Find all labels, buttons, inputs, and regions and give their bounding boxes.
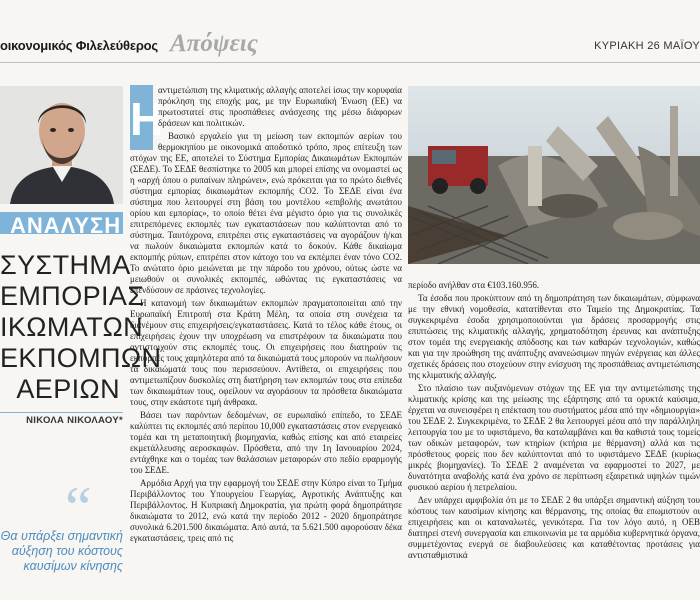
quote-icon: “ [65,475,92,541]
article-paragraph: περίοδο ανήλθαν στα €103.160.956. [408,280,540,290]
article-paragraph: Βασικό εργαλείο για τη μείωση των εκπομπών αερίων του θερμοκηπίου με οικονομικά αποδοτικό τρόπο, προς επίτευξη των στόχων της ΕΕ, αποτελεί το Σύστημα Εμπορίας Δικαιωμάτων Εκπομπών (ΣΕΔΕ). Το ΣΕΔΕ θεσπίστηκε το 2005 και μπορεί επίσης να ονομαστεί ως η «αρχή όπου ο ρυπαίνων πληρώνει», ενώ πρόκειται για το πρώτο διεθνές σύστημα εμπορίας δικαιωμάτων εκπομπής CO2. Το ΣΕΔΕ είναι ένα σύστημα που λειτουργεί στη βάση του μοντέλου «επιβολής ανωτάτου ορίου και εμπορίας», το οποίο θέτει ένα μέγιστο όριο για τις συνολικές επιτρεπόμενες εκπομπές των εγκαταστάσεων που καλύπτονται από το σύστημα. Ταυτόχρονα, επιτρέπει στις εγκαταστάσεις να αγοράζουν ή/και να πωλούν δικαιώματα εκπομπών κατά το δοκούν. Κάθε δικαίωμα εκπομπής ρύπων, επιτρέπει στον κάτοχο του να εκπέμπει έναν τόνο CO2. Το ανώτατο όριο μειώνεται με την πάροδο του χρόνου, ούτως ώστε να μειωθούν οι συνολικές εκπομπές, ωθώντας τις εγκαταστάσεις να επενδύσουν σε πράσινες τεχνολογίες. [130,131,402,295]
article-column-2 [408,280,700,563]
paragraph-text: αντιμετώπιση της κλιματικής αλλαγής αποτελεί ίσως την κορυφαία πρόκληση της εποχής μας, με την Ευρωπαϊκή Ένωση (ΕΕ) να πρωτοστατεί στις προσπάθειες ανάσχεσης της μέσω διάφορων δράσεων και πολιτικών. [158,85,402,128]
title-line: ΑΕΡΙΩΝ [16,374,120,404]
pull-quote: Θα υπάρξει σημαντική αύξηση του κόστους καυσίμων κίνησης [0,529,123,573]
article-paragraph: Η κατανομή των δικαιωμάτων εκπομπών πραγματοποιείται από την Ευρωπαϊκή Επιτροπή στα Κράτη Μέλη, τα οποία στη συνέχεια τα διανέμουν στις επιχειρήσεις/εγκαταστάσεις. Κατά το τέλος κάθε έτους, οι επιχειρήσεις έχουν την υποχρέωση να επιστρέφουν τα δικαιώματα που αντιστοιχούν στις εκπομπές τους. Οι επιχειρήσεις που διατηρούν τις εκπομπές τους χαμηλότερα από τα δικαιώματά τους μπορούν να πωλήσουν τα δικαιώματά τους που περισσεύουν. Αντίθετα, οι επιχειρήσεις που αντιμετωπίζουν δυσκολίες στη διατήρηση των εκπομπών τους στα επίπεδα των δικαιωμάτων τους, οφείλουν να αγοράσουν τα πρόσθετα δικαιώματα τους, στην εκάστοτε τιμή άνθρακα. [130,298,402,407]
issue-date: ΚΥΡΙΑΚΗ 26 ΜΑΪΟΥ [594,40,700,52]
page-header [0,0,700,82]
author-portrait-drawing [0,86,123,204]
author-name: ΝΙΚΟΛΑ ΝΙΚΟΛΑΟΥ* [0,412,123,426]
title-line: ΕΚΠΟΜΠΩΝ [0,343,162,373]
title-line: ΙΚΩΜΑΤΩΝ [0,312,144,342]
article-paragraph: Στο πλαίσιο των αυξανόμενων στόχων της ΕΕ για την αντιμετώπισης της κλιματικής κρίσης και της μείωσης της εξάρτησης από τα ορυκτά καύσιμα, έρχεται να συνεισφέρει η επέκταση του συστήματος μέσα από την «δημιουργία» του ΣΕΔΕ 2. Συγκεκριμένα, το ΣΕΔΕ 2 θα λειτουργεί μέσα από την παράλληλη λειτουργία του με το υφιστάμενο, θα καταλαμβάνει και θα καθιστά τους τομείς των οδικών μεταφορών, των κτηρίων (κτήρια με θέρμανση) αλλά και τις πρόσθετους φορείς που δεν καλύπτονται από το υφιστάμενο ΣΕΔΕ (κυρίως μικρές βιομηχανίες). Το ΣΕΔΕ 2 αναμένεται να εφαρμοστεί το 2027, με δυνατότητα αναβολής κατά ένα χρόνο σε περίπτωση εξαιρετικά υψηλών τιμών φυσικού αερίου ή πετρελαίου. [408,383,700,492]
article-paragraph: Αρμόδια Αρχή για την εφαρμογή του ΣΕΔΕ στην Κύπρο είναι το Τμήμα Περιβάλλοντος του Υπουργείου Γεωργίας, Αγροτικής Ανάπτυξης και Περιβάλλοντος. Η Κυπριακή Δημοκρατία, για πρώτη φορά δημοπράτησε δικαιώματα το 2012, ενώ κατά την περίοδο 2012 - 2020 δημοπράτησε συνολικά 6.201.500 δικαιώματα. Από αυτά, τα 5.621.500 αφορούσαν δέκα εγκαταστάσεις, τρεις από τις [130,478,402,543]
scrap-metal-photo [408,86,700,264]
drop-cap: Η [130,85,153,150]
article-title [0,250,162,405]
article-paragraph: Τα έσοδα που προκύπτουν από τη δημοπράτηση των δικαιωμάτων, σύμφωνα με την εθνική νομοθεσία, κατατίθενται στο Ταμείο της Δημοκρατίας. Τα συγκεκριμένα έσοδα χρησιμοποιούνται για δράσεις προσαρμογής στις επιπτώσεις της κλιματικής αλλαγής, χρηματοδότηση έρευνας και ανάπτυξης στον τομέα της ενεργειακής απόδοσης και των καθαρών τεχνολογιών, καθώς και για την προώθηση της ανάπτυξης ανανεώσιμων πηγών ενέργειας και άλλες σχετικές δράσεις που στοχεύουν στην ενίσχυση της προσπάθειας αντιμετώπισης της κλιματικής αλλαγής. [408,293,700,380]
masthead: οικονομικός Φιλελεύθερος [0,38,158,53]
section-title: Απόψεις [170,30,258,57]
article-photo [408,86,700,264]
analysis-label: ΑΝΑΛΥΣΗ [10,213,122,238]
article-paragraph: Δεν υπάρχει αμφιβολία ότι με το ΣΕΔΕ 2 θα υπάρξει σημαντική αύξηση του κόστους των καυσίμων κίνησης και θέρμανσης, της οποίας θα επωμιστούν οι επιχειρήσεις και οι καταναλωτές, γενικότερα. Για τον λόγο αυτό, η ΟΕΒ διατηρεί στενή συνεργασία και επικοινωνία με τα αρμόδια κυβερνητικά όργανα, συμμετέχοντας ενεργά σε διαβουλεύσεις και καταθέτοντας προτάσεις για αντισταθμιστικά [408,495,700,560]
article-paragraph [130,85,402,145]
author-portrait [0,86,123,204]
header-rule [0,62,700,63]
article-paragraph: Βάσει των παρόντων δεδομένων, σε ευρωπαϊκό επίπεδο, το ΣΕΔΕ καλύπτει τις εκπομπές από περίπου 10,000 εγκαταστάσεις στον ενεργειακό τομέα και τη μεταποιητική βιομηχανία, καθώς επίσης και από εταιρείες εκμετάλλευσης αεροσκαφών. Πρόσθετα, από την 1η Ιανουαρίου 2024, εντάχθηκε και ο τομέας των θαλάσσιων μεταφορών στο πεδίο εφαρμογής του ΣΕΔΕ. [130,410,402,475]
article-column-1 [130,85,402,546]
title-line: ΣΥΣΤΗΜΑ [0,250,131,280]
title-line: ΕΜΠΟΡΙΑΣ [0,281,145,311]
